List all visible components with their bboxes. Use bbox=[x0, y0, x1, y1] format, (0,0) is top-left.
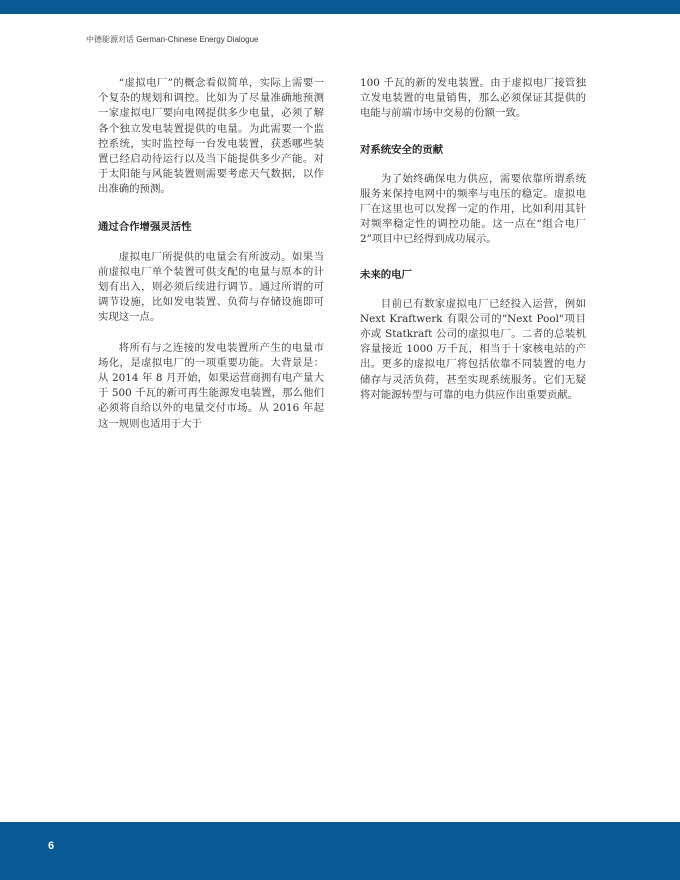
body-paragraph: 目前已有数家虚拟电厂已经投入运营，例如 Next Kraftwerk 有限公司的"Next Pool"项目亦或 Statkraft 公司的虚拟电厂。二者的总装机容量接近 1000 万千瓦，相当于十家核电站的产出。更多的虚拟电厂将包括依靠不同装置的电力储存与灵活负荷，甚至实现系统服务。它们无疑将对能源转型与可靠的电力供应作出重要贡献。 bbox=[360, 297, 586, 401]
footer-banner bbox=[0, 822, 680, 880]
body-paragraph: 虚拟电厂所提供的电量会有所波动。如果当前虚拟电厂单个装置可供支配的电量与原本的计划有出入，则必须后续进行调节。通过所谓的可调节设施，比如发电装置、负荷与存储设施即可实现这一点。 bbox=[98, 250, 324, 324]
section-heading-future-plants: 未来的电厂 bbox=[360, 268, 412, 281]
page-number: 6 bbox=[48, 840, 55, 852]
left-column bbox=[98, 76, 324, 432]
body-paragraph: 将所有与之连接的发电装置所产生的电量市场化，是虚拟电厂的一项重要功能。大背景是：从 2014 年 8 月开始，如果运营商拥有电产量大于 500 千瓦的新可再生能源发电装置，那么他们必须将自给以外的电量交付市场。从 2016 年起这一规则也适用于大于 bbox=[98, 341, 324, 430]
running-header: 中德能源对话 German-Chinese Energy Dialogue bbox=[86, 35, 259, 44]
body-paragraph: 100 千瓦的新的发电装置。由于虚拟电厂接管独立发电装置的电量销售，那么必须保证其提供的电能与前端市场中交易的份额一致。 bbox=[360, 77, 586, 120]
section-heading-system-security: 对系统安全的贡献 bbox=[360, 143, 444, 156]
section-heading-flexibility: 通过合作增强灵活性 bbox=[98, 220, 192, 233]
top-banner bbox=[0, 0, 680, 14]
body-paragraph: 为了始终确保电力供应，需要依靠所谓系统服务来保持电网中的频率与电压的稳定。虚拟电厂在这里也可以发挥一定的作用，比如利用其针对频率稳定性的调控功能。这一点在“组合电厂 2”项目中已经得到成功展示。 bbox=[360, 172, 586, 246]
body-paragraph: “虚拟电厂”的概念看似简单，实际上需要一个复杂的规划和调控。比如为了尽量准确地预测一家虚拟电厂要向电网提供多少电量，必须了解各个独立发电装置提供的电量。为此需要一个监控系统，实时监控每一台发电装置，获悉哪些装置已经启动待运行以及当下能提供多少产能。对于太阳能与风能装置则需要考虑天气数据，以作出准确的预测。 bbox=[98, 77, 324, 196]
right-column bbox=[360, 76, 586, 403]
